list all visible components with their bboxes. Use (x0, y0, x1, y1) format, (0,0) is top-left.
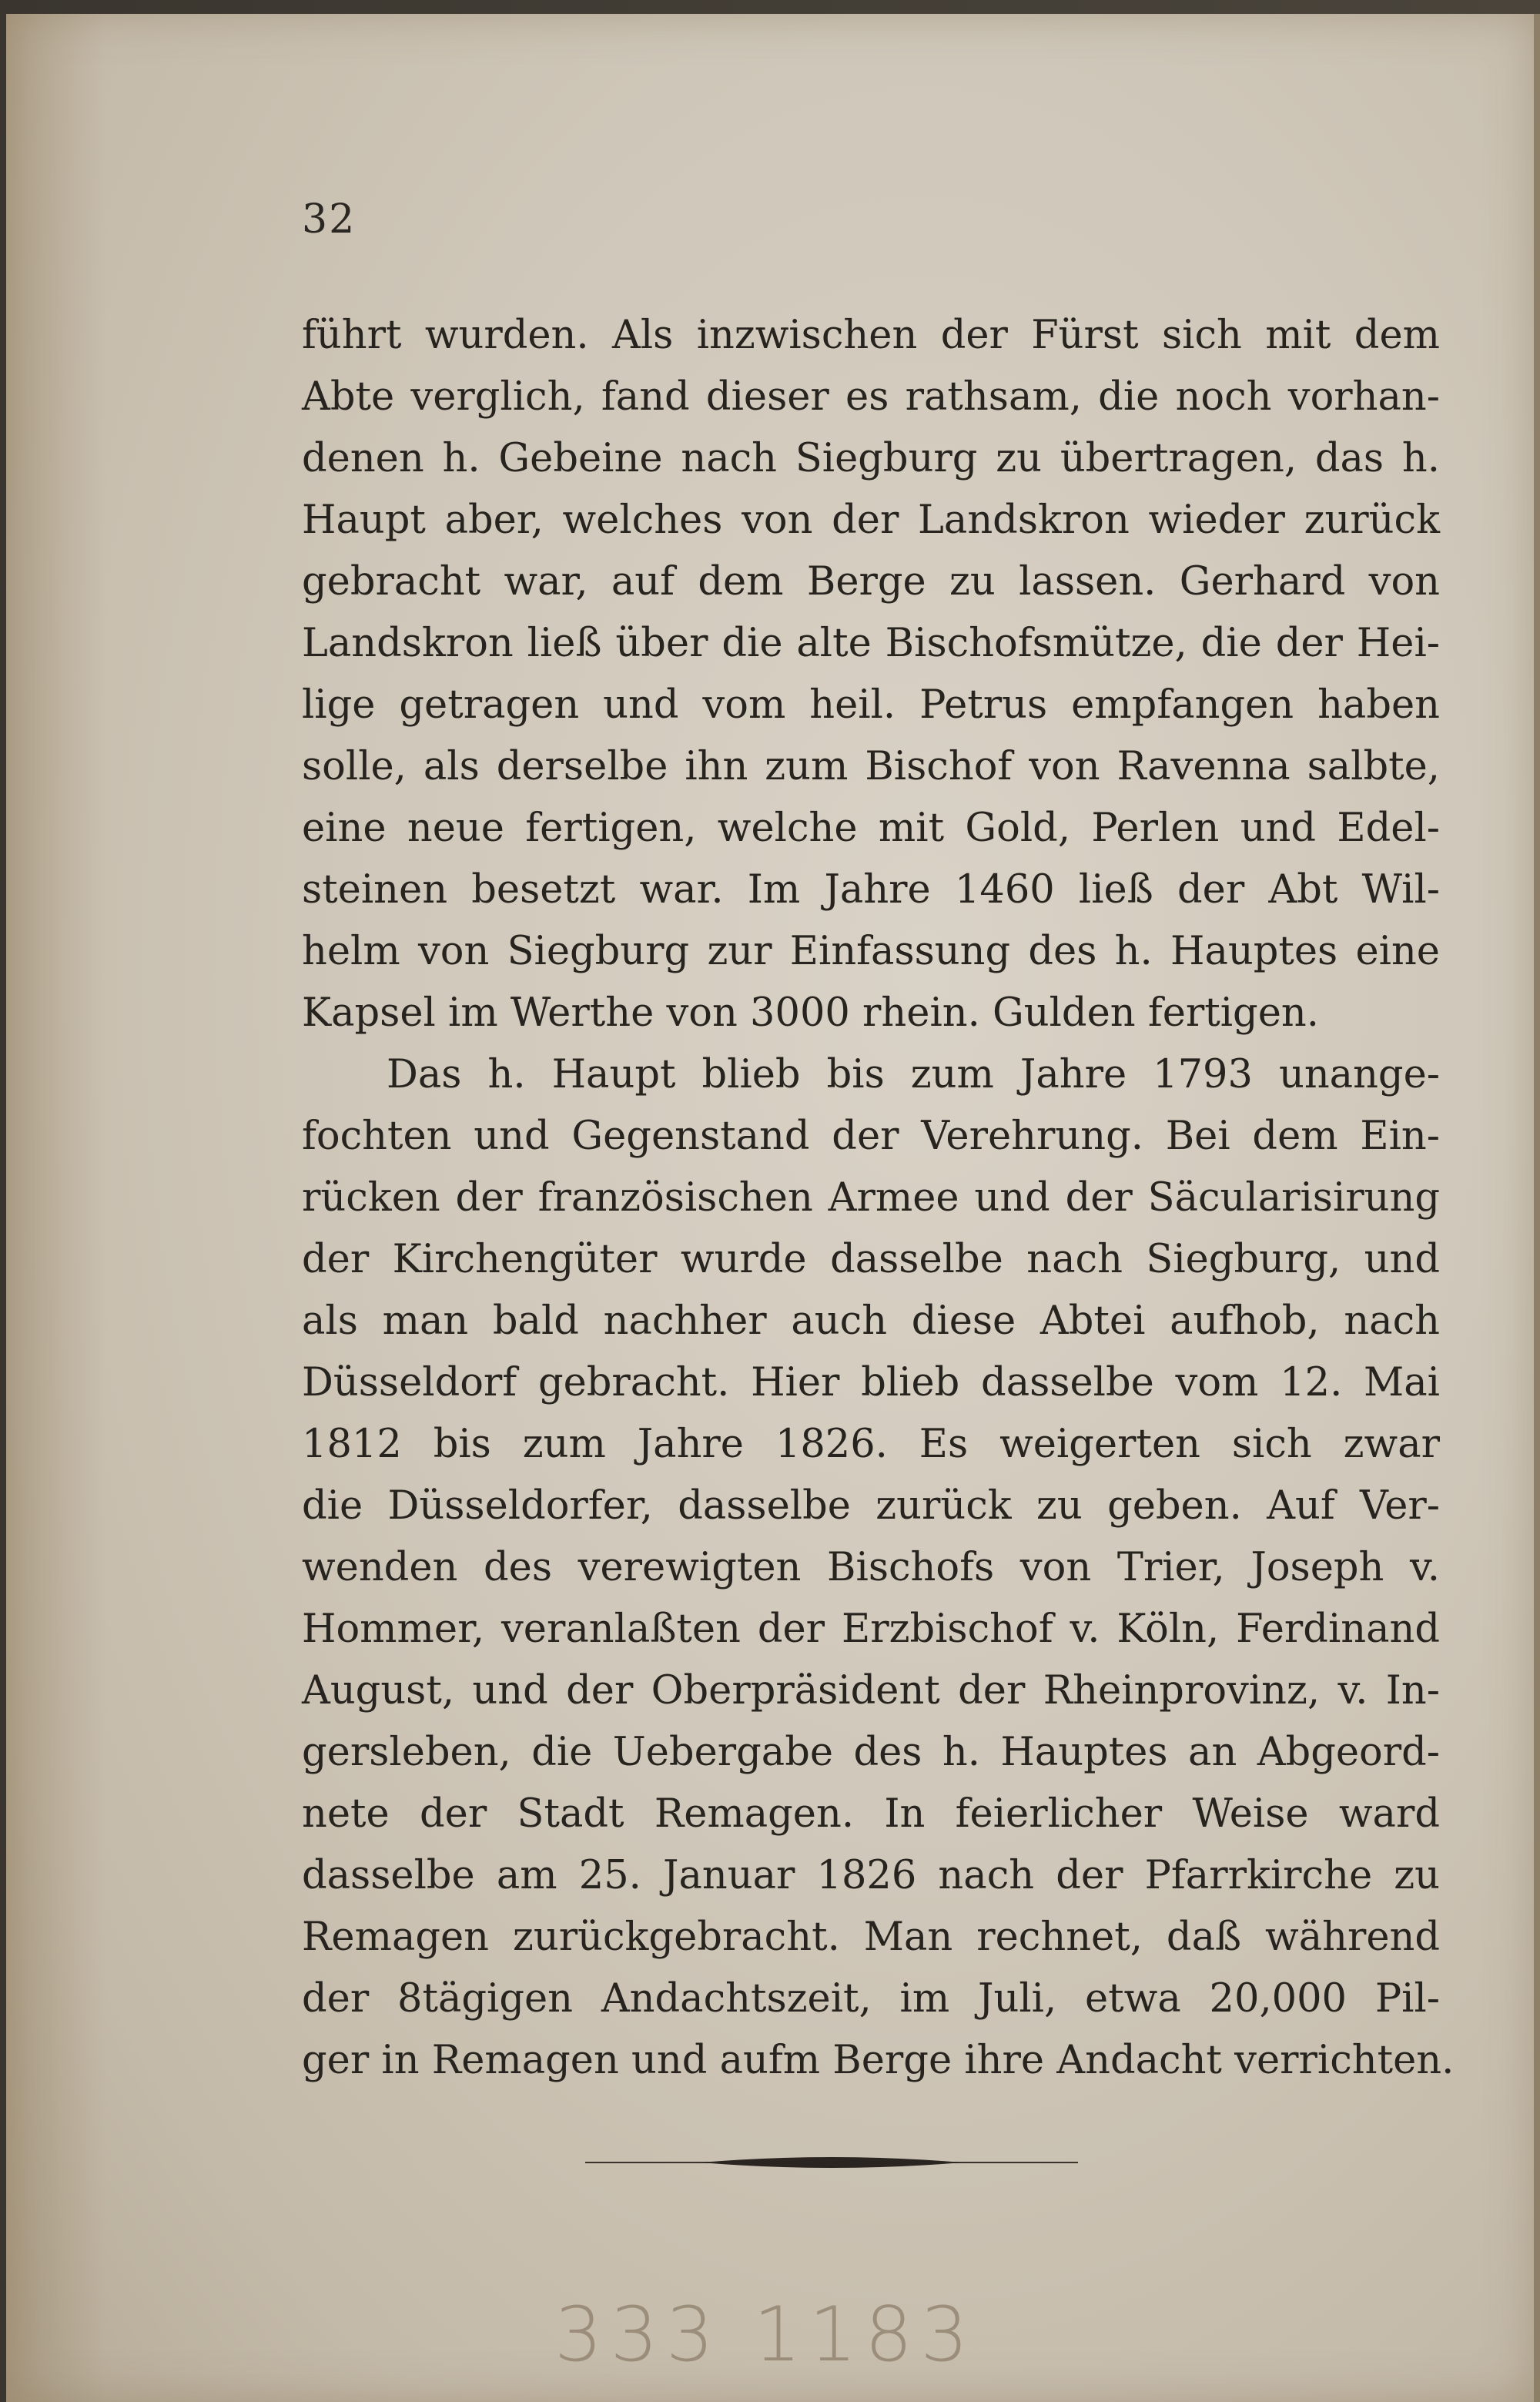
text-line: Abte verglich, fand dieser es rathsam, die noch vorhan- (302, 374, 1440, 420)
text-line: helm von Siegburg zur Einfassung des h. Hauptes eine (302, 929, 1440, 974)
page-gutter-shadow (6, 14, 106, 2402)
text-line: rücken der französischen Armee und der Säcularisirung (302, 1175, 1440, 1221)
text-line: gersleben, die Uebergabe des h. Hauptes an Abgeord- (302, 1730, 1440, 1775)
text-line: führt wurden. Als inzwischen der Fürst sich mit dem (302, 313, 1440, 358)
text-body (302, 305, 1455, 2092)
text-line: Kapsel im Werthe von 3000 rhein. Gulden fertigen. (302, 990, 1319, 1036)
text-line: Das h. Haupt blieb bis zum Jahre 1793 unange- (387, 1052, 1440, 1097)
paragraph-1 (302, 305, 1440, 1044)
ornamental-divider (585, 2147, 1078, 2178)
text-line: nete der Stadt Remagen. In feierlicher Weise ward (302, 1791, 1440, 1837)
text-line: Haupt aber, welches von der Landskron wieder zurück (302, 497, 1440, 543)
paragraph-2 (302, 1044, 1455, 2092)
text-line: gebracht war, auf dem Berge zu lassen. Gerhard von (302, 559, 1440, 605)
text-line: als man bald nachher auch diese Abtei aufhob, nach (302, 1298, 1440, 1344)
text-line: fochten und Gegenstand der Verehrung. Bei dem Ein- (302, 1114, 1440, 1159)
text-line: denen h. Gebeine nach Siegburg zu übertragen, das h. (302, 436, 1440, 481)
text-line: Landskron ließ über die alte Bischofsmütze, die der Hei- (302, 621, 1440, 666)
text-line: Remagen zurückgebracht. Man rechnet, daß während (302, 1915, 1440, 1960)
text-line: Düsseldorf gebracht. Hier blieb dasselbe vom 12. Mai (302, 1360, 1440, 1405)
text-line: lige getragen und vom heil. Petrus empfangen haben (302, 682, 1440, 728)
text-line: August, und der Oberpräsident der Rheinprovinz, v. In- (302, 1668, 1440, 1714)
text-line: dasselbe am 25. Januar 1826 nach der Pfarrkirche zu (302, 1853, 1440, 1898)
library-shelf-mark: 333 1183 (554, 2291, 976, 2379)
text-line: eine neue fertigen, welche mit Gold, Perlen und Edel- (302, 806, 1440, 851)
text-line: steinen besetzt war. Im Jahre 1460 ließ der Abt Wil- (302, 867, 1440, 913)
text-line: der Kirchengüter wurde dasselbe nach Siegburg, und (302, 1237, 1440, 1282)
text-line: ger in Remagen und aufm Berge ihre Andacht verrichten. (302, 2038, 1455, 2083)
text-line: wenden des verewigten Bischofs von Trier, Joseph v. (302, 1545, 1440, 1590)
text-line: solle, als derselbe ihn zum Bischof von Ravenna salbte, (302, 744, 1440, 789)
page-number: 32 (302, 196, 357, 243)
text-line: die Düsseldorfer, dasselbe zurück zu geben. Auf Ver- (302, 1483, 1440, 1529)
text-line: 1812 bis zum Jahre 1826. Es weigerten sich zwar (302, 1422, 1440, 1467)
text-line: der 8tägigen Andachtszeit, im Juli, etwa 20,000 Pil- (302, 1976, 1440, 2022)
text-line: Hommer, veranlaßten der Erzbischof v. Köln, Ferdinand (302, 1606, 1440, 1652)
